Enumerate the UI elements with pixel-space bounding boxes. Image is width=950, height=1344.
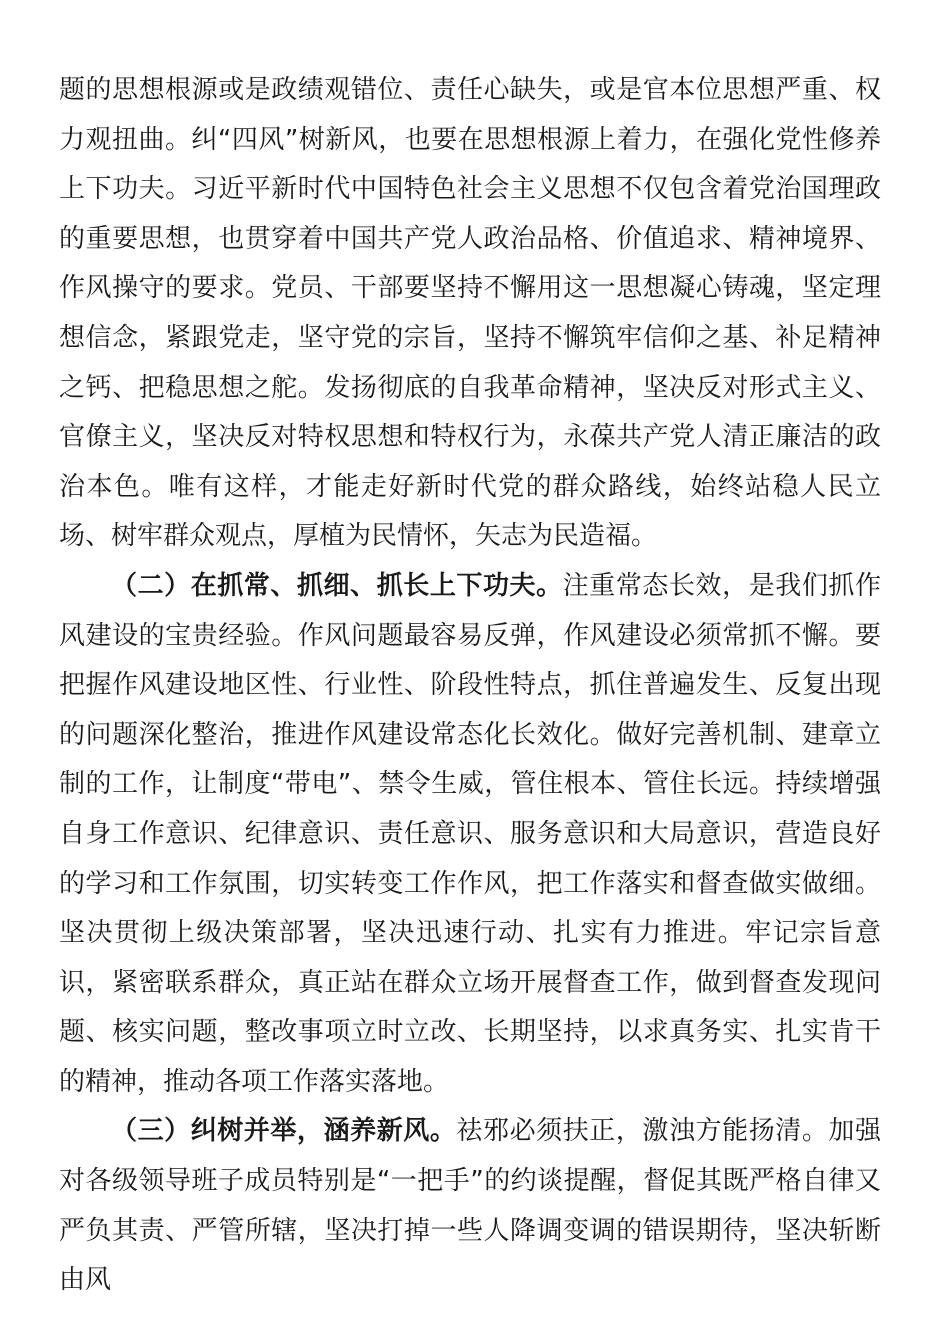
section-heading: （三）纠树并举，涵养新风。 (111, 1116, 457, 1147)
paragraph-continuation (59, 66, 881, 562)
paragraph-text: 注重常态长效，是我们抓作风建设的宝贵经验。作风问题最容易反弹，作风建设必须常抓不懈。要把握作风建设地区性、行业性、阶段性特点，抓住普遍发生、反复出现的问题深化整治，推进作风建设常态化长效化。做好完善机制、建章立制的工作，让制度“带电”、禁令生威，管住根本、管住长远。持续增强自身工作意识、纪律意识、责任意识、服务意识和大局意识，营造良好的学习和工作氛围，切实转变工作作风，把工作落实和督查做实做细。坚决贯彻上级决策部署，坚决迅速行动、扎实有力推进。牢记宗旨意识，紧密联系群众，真正站在群众立场开展督查工作，做到督查发现问题、核实问题，整改事项立时立改、长期坚持，以求真务实、扎实肯干的精神，推动各项工作落实落地。 (59, 570, 881, 1097)
document-body (59, 66, 881, 1306)
paragraph-text: 祛邪必须扶正，激浊方能扬清。加强对各级领导班子成员特别是“一把手”的约谈提醒，督促其既严格自律又严负其责、严管所辖，坚决打掉一些人降调变调的错误期待，坚决斩断由风 (59, 1116, 881, 1296)
section-heading: （二）在抓常、抓细、抓长上下功夫。 (111, 570, 563, 601)
paragraph-text: 题的思想根源或是政绩观错位、责任心缺失，或是官本位思想严重、权力观扭曲。纠“四风”树新风，也要在思想根源上着力，在强化党性修养上下功夫。习近平新时代中国特色社会主义思想不仅包含着党治国理政的重要思想，也贯穿着中国共产党人政治品格、价值追求、精神境界、作风操守的要求。党员、干部要坚持不懈用这一思想凝心铸魂，坚定理想信念，紧跟党走，坚守党的宗旨，坚持不懈筑牢信仰之基、补足精神之钙、把稳思想之舵。发扬彻底的自我革命精神，坚决反对形式主义、官僚主义，坚决反对特权思想和特权行为，永葆共产党人清正廉洁的政治本色。唯有这样，才能走好新时代党的群众路线，始终站稳人民立场、树牢群众观点，厚植为民情怀，矢志为民造福。 (59, 75, 881, 552)
paragraph-section-3 (59, 1107, 881, 1305)
paragraph-section-2 (59, 562, 881, 1108)
